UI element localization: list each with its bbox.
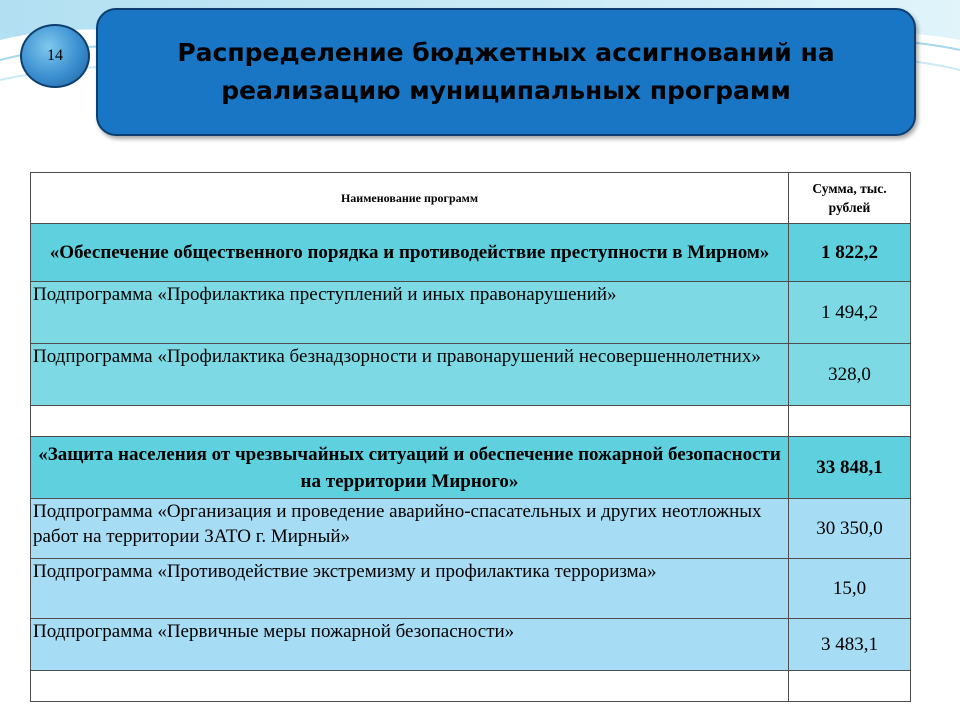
subprogram-sum: 3 483,1 [789, 619, 911, 671]
empty-cell [789, 671, 911, 702]
budget-table [30, 172, 911, 702]
program-name: «Обеспечение общественного порядка и противодействие преступности в Мирном» [31, 224, 789, 282]
program-row [31, 224, 911, 282]
subprogram-name: Подпрограмма «Противодействие экстремизму и профилактика терроризма» [31, 559, 789, 619]
subprogram-row [31, 619, 911, 671]
spacer-row [31, 406, 911, 437]
program-row [31, 437, 911, 499]
page-number: 14 [47, 47, 63, 64]
subprogram-sum: 15,0 [789, 559, 911, 619]
subprogram-sum: 30 350,0 [789, 499, 911, 559]
empty-cell [789, 406, 911, 437]
subprogram-row [31, 344, 911, 406]
subprogram-row [31, 559, 911, 619]
header-sum: Сумма, тыс. рублей [789, 173, 911, 224]
program-name: «Защита населения от чрезвычайных ситуаций и обеспечение пожарной безопасности на территории Мирного» [31, 437, 789, 499]
empty-cell [31, 671, 789, 702]
title-banner [96, 8, 916, 136]
empty-cell [31, 406, 789, 437]
header-program-name: Наименование программ [31, 173, 789, 224]
subprogram-name: Подпрограмма «Организация и проведение аварийно-спасательных и других неотложных работ на территории ЗАТО г. Мирный» [31, 499, 789, 559]
subprogram-sum: 1 494,2 [789, 282, 911, 344]
subprogram-sum: 328,0 [789, 344, 911, 406]
subprogram-name: Подпрограмма «Первичные меры пожарной безопасности» [31, 619, 789, 671]
subprogram-row [31, 499, 911, 559]
program-sum: 1 822,2 [789, 224, 911, 282]
subprogram-row [31, 282, 911, 344]
program-sum: 33 848,1 [789, 437, 911, 499]
subprogram-name: Подпрограмма «Профилактика преступлений и иных правонарушений» [31, 282, 789, 344]
page-number-badge [20, 24, 90, 88]
page-title: Распределение бюджетных ассигнований на реализацию муниципальных программ [177, 38, 835, 105]
table-header-row [31, 173, 911, 224]
subprogram-name: Подпрограмма «Профилактика безнадзорности и правонарушений несовершеннолетних» [31, 344, 789, 406]
spacer-row [31, 671, 911, 702]
